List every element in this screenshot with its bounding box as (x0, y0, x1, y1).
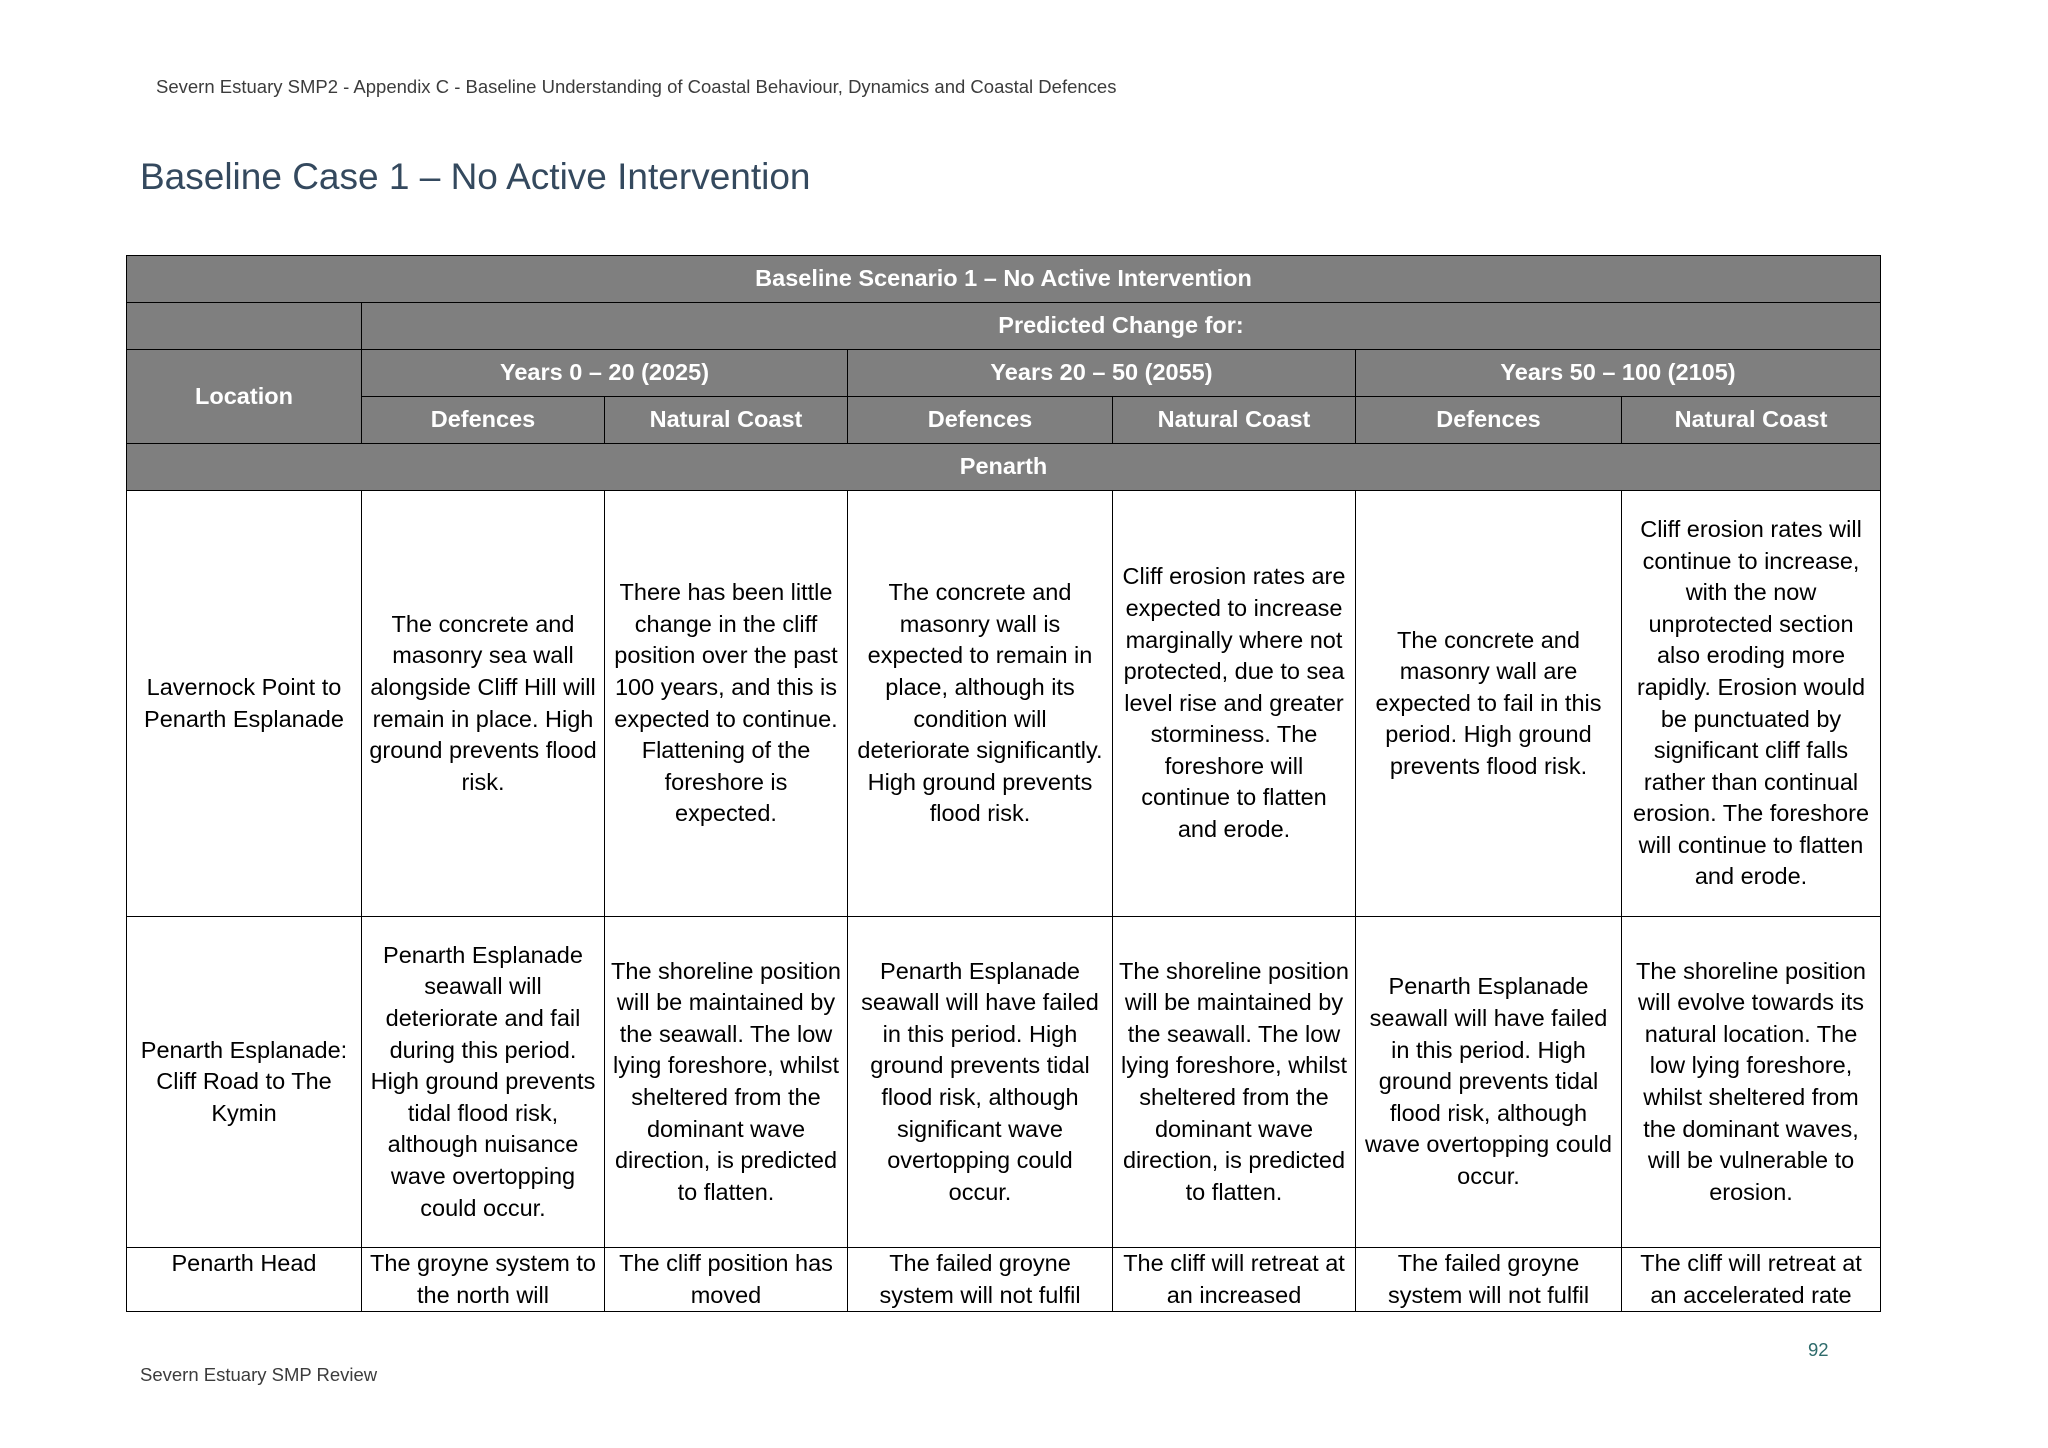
table-cell: The cliff will retreat at an increased (1113, 1248, 1356, 1312)
table-cell: The shoreline position will evolve towards its natural location. The low lying foreshore, whilst sheltered from the dominant waves, will be vulnerable to erosion. (1622, 917, 1881, 1248)
period-header: Years 0 – 20 (2025) (362, 350, 848, 397)
section-header: Penarth (127, 444, 1881, 491)
table-cell: There has been little change in the cliff position over the past 100 years, and this is expected to continue. Flattening of the foreshore is expected. (605, 491, 848, 917)
predicted-change-header: Predicted Change for: (362, 303, 1881, 350)
location-cell: Lavernock Point to Penarth Esplanade (127, 491, 362, 917)
table-cell: Cliff erosion rates will continue to increase, with the now unprotected section also eroding more rapidly. Erosion would be punctuated by significant cliff falls rather than continual erosion. The foreshore will continue to flatten and erode. (1622, 491, 1881, 917)
page-number: 92 (1808, 1339, 1829, 1360)
period-header: Years 50 – 100 (2105) (1356, 350, 1881, 397)
sub-header-defences: Defences (362, 397, 605, 444)
table-row (127, 917, 1881, 1248)
sub-header-defences: Defences (1356, 397, 1622, 444)
table-cell: The concrete and masonry sea wall alongside Cliff Hill will remain in place. High ground prevents flood risk. (362, 491, 605, 917)
table-cell: Penarth Esplanade seawall will have failed in this period. High ground prevents tidal flood risk, although significant wave overtopping could occur. (848, 917, 1113, 1248)
table-cell: Penarth Esplanade seawall will deteriorate and fail during this period. High ground prevents tidal flood risk, although nuisance wave overtopping could occur. (362, 917, 605, 1248)
table-row (127, 1248, 1881, 1312)
sub-header-defences: Defences (848, 397, 1113, 444)
table-cell: The cliff position has moved (605, 1248, 848, 1312)
blank-header-cell (127, 303, 362, 350)
table-cell: The concrete and masonry wall are expected to fail in this period. High ground prevents flood risk. (1356, 491, 1622, 917)
baseline-scenario-table (126, 255, 1881, 1312)
location-cell: Penarth Esplanade: Cliff Road to The Kymin (127, 917, 362, 1248)
table-cell: The cliff will retreat at an accelerated rate (1622, 1248, 1881, 1312)
sub-header-natural-coast: Natural Coast (1622, 397, 1881, 444)
running-footer: Severn Estuary SMP Review (140, 1364, 378, 1385)
table-cell: The concrete and masonry wall is expected to remain in place, although its condition will deteriorate significantly. High ground prevents flood risk. (848, 491, 1113, 917)
table-cell: The shoreline position will be maintained by the seawall. The low lying foreshore, whilst sheltered from the dominant wave direction, is predicted to flatten. (605, 917, 848, 1248)
location-header: Location (127, 350, 362, 444)
table-cell: Penarth Esplanade seawall will have failed in this period. High ground prevents tidal flood risk, although wave overtopping could occur. (1356, 917, 1622, 1248)
table-cell: The groyne system to the north will (362, 1248, 605, 1312)
scenario-title: Baseline Scenario 1 – No Active Intervention (127, 256, 1881, 303)
sub-header-natural-coast: Natural Coast (605, 397, 848, 444)
page-title: Baseline Case 1 – No Active Intervention (140, 156, 811, 197)
running-header: Severn Estuary SMP2 - Appendix C - Baseline Understanding of Coastal Behaviour, Dynamics and Coastal Defences (156, 76, 1117, 97)
table-cell: The failed groyne system will not fulfil (848, 1248, 1113, 1312)
table-cell: The failed groyne system will not fulfil (1356, 1248, 1622, 1312)
table-cell: Cliff erosion rates are expected to increase marginally where not protected, due to sea level rise and greater storminess. The foreshore will continue to flatten and erode. (1113, 491, 1356, 917)
sub-header-natural-coast: Natural Coast (1113, 397, 1356, 444)
table-cell: The shoreline position will be maintained by the seawall. The low lying foreshore, whilst sheltered from the dominant wave direction, is predicted to flatten. (1113, 917, 1356, 1248)
location-cell: Penarth Head (127, 1248, 362, 1312)
table-row (127, 491, 1881, 917)
period-header: Years 20 – 50 (2055) (848, 350, 1356, 397)
